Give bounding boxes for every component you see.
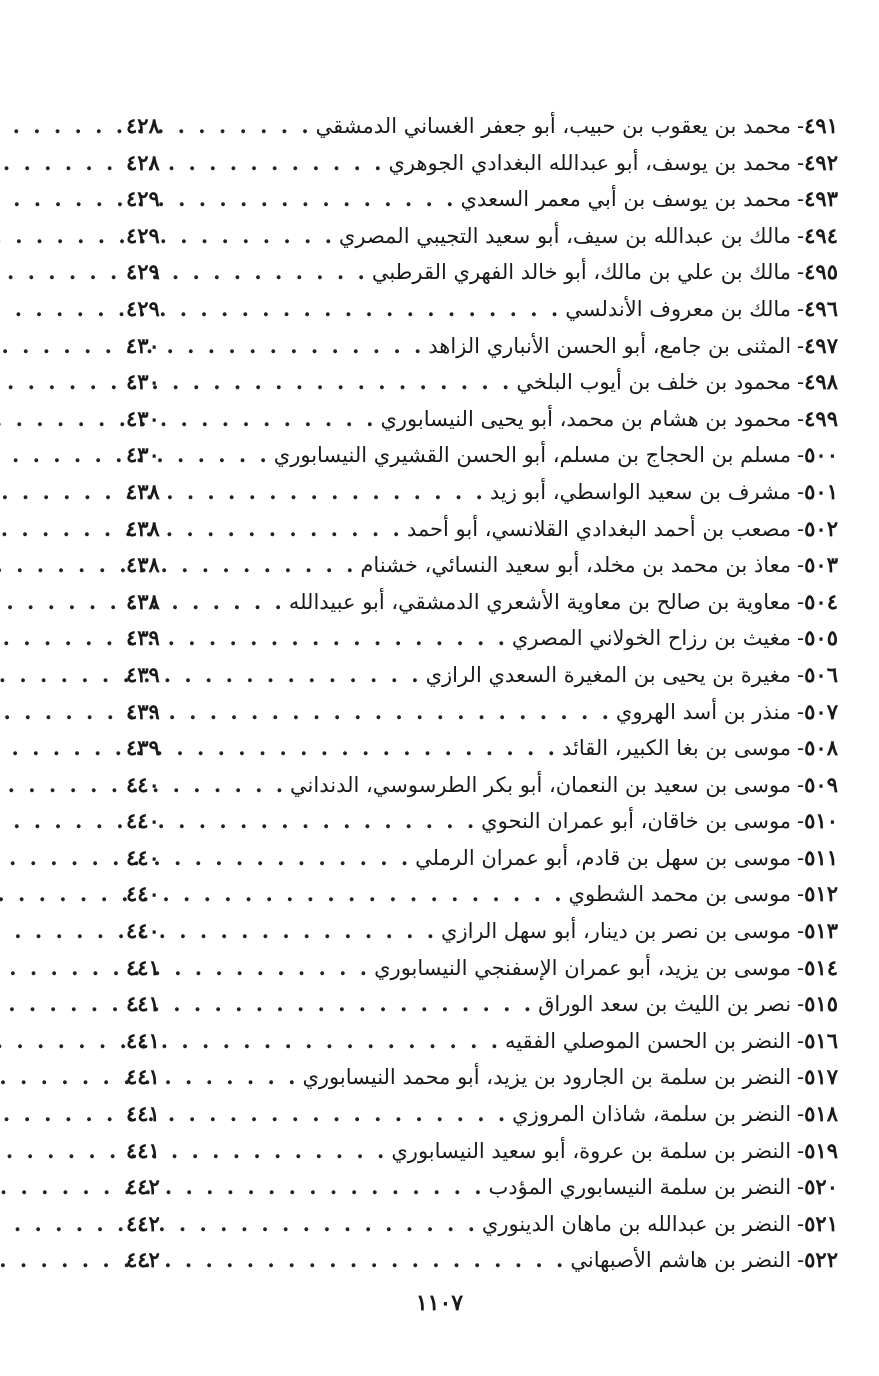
toc-entry xyxy=(126,1169,838,1206)
entry-separator: - xyxy=(797,1175,805,1200)
dot-leader xyxy=(160,1059,303,1096)
dot-leader xyxy=(160,1242,571,1279)
dot-leader xyxy=(160,620,512,657)
entry-page-number: ٤٤١ xyxy=(126,954,160,980)
entry-page-number: ٤٢٩ xyxy=(126,222,160,248)
dot-leader xyxy=(160,1169,489,1206)
entry-page-number: ٤٤٠ xyxy=(126,881,160,907)
entry-number: ٥١٥ xyxy=(804,991,838,1017)
entry-title: مصعب بن أحمد البغدادي القلانسي، أبو أحمد xyxy=(406,516,792,541)
entry-page-number: ٤٣٨ xyxy=(126,515,160,541)
dot-leader xyxy=(160,511,407,548)
entry-page-number: ٤٤٢ xyxy=(126,1210,160,1236)
dot-leader xyxy=(160,694,616,731)
entry-page-number: ٤٣٩ xyxy=(126,661,160,687)
entry-page-number: ٤٣٨ xyxy=(126,552,160,578)
toc-entry xyxy=(126,986,838,1023)
toc-entry xyxy=(126,950,838,987)
entry-title: محمود بن خلف بن أيوب البلخي xyxy=(516,370,792,395)
entry-number: ٥٠٧ xyxy=(804,698,838,724)
entry-page-number: ٤٣٠ xyxy=(126,405,160,431)
entry-separator: - xyxy=(797,553,805,578)
entry-separator: - xyxy=(797,1211,805,1236)
entry-page-number: ٤٤٠ xyxy=(126,771,160,797)
entry-separator: - xyxy=(797,809,805,834)
entry-title: محمد بن يوسف، أبو عبدالله البغدادي الجوهري xyxy=(388,150,792,175)
toc-entry xyxy=(126,876,838,913)
entry-number: ٥٢١ xyxy=(804,1210,838,1236)
entry-separator: - xyxy=(797,1138,805,1163)
entry-title: مسلم بن الحجاج بن مسلم، أبو الحسن القشيري النيسابوري xyxy=(273,443,792,468)
entry-separator: - xyxy=(797,736,805,761)
entry-page-number: ٤٢٩ xyxy=(126,295,160,321)
entry-page-number: ٤٤١ xyxy=(126,1027,160,1053)
toc-entry xyxy=(126,803,838,840)
entry-separator: - xyxy=(797,992,805,1017)
dot-leader xyxy=(160,181,461,218)
entry-title: موسى بن خاقان، أبو عمران النحوي xyxy=(481,809,792,834)
dot-leader xyxy=(160,840,415,877)
entry-title: منذر بن أسد الهروي xyxy=(615,699,792,724)
toc-entry xyxy=(126,254,838,291)
entry-separator: - xyxy=(797,589,805,614)
entry-title: معاوية بن صالح بن معاوية الأشعري الدمشقي، أبو عبيدالله xyxy=(288,589,792,614)
entry-page-number: ٤٣٠ xyxy=(126,332,160,358)
dot-leader xyxy=(160,291,565,328)
toc-entry xyxy=(126,218,838,255)
entry-separator: - xyxy=(797,699,805,724)
entry-page-number: ٤٢٨ xyxy=(126,113,160,138)
dot-leader xyxy=(160,986,538,1023)
entry-page-number: ٤٤٢ xyxy=(126,1174,160,1200)
entry-title: محمود بن هشام بن محمد، أبو يحيى النيسابوري xyxy=(380,406,792,431)
entry-title: النضر بن سلمة النيسابوري المؤدب xyxy=(488,1175,792,1200)
dot-leader xyxy=(160,364,516,401)
dot-leader xyxy=(160,950,374,987)
entry-title: النضر بن عبدالله بن ماهان الدينوري xyxy=(481,1211,792,1236)
entry-page-number: ٤٤١ xyxy=(126,1101,160,1127)
entry-title: موسى بن سعيد بن النعمان، أبو بكر الطرسوسي، الدنداني xyxy=(290,772,792,797)
entry-number: ٥١٧ xyxy=(804,1064,838,1090)
entry-page-number: ٤٣٨ xyxy=(126,588,160,614)
entry-number: ٤٩٦ xyxy=(804,295,838,321)
dot-leader xyxy=(160,401,381,438)
entry-title: مالك بن عبدالله بن سيف، أبو سعيد التجيبي المصري xyxy=(338,223,792,248)
toc-entry xyxy=(126,1133,838,1170)
entry-number: ٥٠٩ xyxy=(804,771,838,797)
toc-entry xyxy=(126,694,838,731)
toc-entry xyxy=(126,1059,838,1096)
entry-number: ٤٩٥ xyxy=(804,259,838,285)
entry-separator: - xyxy=(797,150,805,175)
entry-page-number: ٤٣٩ xyxy=(126,698,160,724)
entry-separator: - xyxy=(797,443,805,468)
entry-number: ٥١٢ xyxy=(804,881,838,907)
dot-leader xyxy=(160,803,481,840)
dot-leader xyxy=(160,584,289,621)
toc-entry xyxy=(126,1096,838,1133)
entry-page-number: ٤٢٩ xyxy=(126,186,160,212)
entry-page-number: ٤٤١ xyxy=(126,991,160,1017)
entry-number: ٥٠٥ xyxy=(804,625,838,651)
entry-separator: - xyxy=(797,296,805,321)
entry-number: ٥٠٦ xyxy=(804,661,838,687)
entry-page-number: ٤٤١ xyxy=(126,1137,160,1163)
entry-separator: - xyxy=(797,260,805,285)
toc-entry xyxy=(126,401,838,438)
entry-separator: - xyxy=(797,919,805,944)
entry-title: النضر بن سلمة، شاذان المروزي xyxy=(512,1102,792,1127)
entry-page-number: ٤٣٩ xyxy=(126,625,160,651)
toc-entry xyxy=(126,328,838,365)
entry-separator: - xyxy=(797,479,805,504)
entry-separator: - xyxy=(797,626,805,651)
entry-page-number: ٤٢٨ xyxy=(126,149,160,175)
entry-title: النضر بن الحسن الموصلي الفقيه xyxy=(505,1028,792,1053)
dot-leader xyxy=(160,437,274,474)
entry-separator: - xyxy=(797,516,805,541)
entry-number: ٥٠١ xyxy=(804,478,838,504)
entry-separator: - xyxy=(797,772,805,797)
entry-page-number: ٤٤١ xyxy=(126,1064,160,1090)
entry-title: موسى بن سهل بن قادم، أبو عمران الرملي xyxy=(415,845,792,870)
entry-number: ٥١٤ xyxy=(804,954,838,980)
dot-leader xyxy=(160,254,372,291)
entry-number: ٤٩٣ xyxy=(804,186,838,212)
entry-separator: - xyxy=(797,114,805,138)
toc-entry xyxy=(126,730,838,767)
entry-number: ٥٠٢ xyxy=(804,515,838,541)
entry-title: نصر بن الليث بن سعد الوراق xyxy=(538,992,792,1017)
entry-title: محمد بن يوسف بن أبي معمر السعدي xyxy=(460,187,792,212)
entry-separator: - xyxy=(797,882,805,907)
dot-leader xyxy=(160,913,441,950)
dot-leader xyxy=(160,1133,392,1170)
entry-title: مغيرة بن يحيى بن المغيرة السعدي الرازي xyxy=(425,662,792,687)
toc-entry xyxy=(126,474,838,511)
entry-separator: - xyxy=(797,845,805,870)
dot-leader xyxy=(160,1096,512,1133)
entry-title: النضر بن سلمة بن عروة، أبو سعيد النيسابوري xyxy=(391,1138,792,1163)
entry-number: ٤٩٨ xyxy=(804,369,838,395)
entry-number: ٤٩٤ xyxy=(804,222,838,248)
entry-number: ٤٩٩ xyxy=(804,405,838,431)
entry-number: ٥١٩ xyxy=(804,1137,838,1163)
entry-number: ٤٩٢ xyxy=(804,149,838,175)
entry-page-number: ٤٤٠ xyxy=(126,808,160,834)
entry-separator: - xyxy=(797,1065,805,1090)
entry-separator: - xyxy=(797,187,805,212)
dot-leader xyxy=(160,730,562,767)
dot-leader xyxy=(160,876,569,913)
toc-entry xyxy=(126,584,838,621)
page-number: ١١٠٧ xyxy=(415,1290,464,1316)
toc-entry xyxy=(126,657,838,694)
entry-number: ٥١٠ xyxy=(804,808,838,834)
toc-entry xyxy=(126,620,838,657)
entry-title: النضر بن هاشم الأصبهاني xyxy=(570,1248,792,1273)
entry-title: مالك بن معروف الأندلسي xyxy=(565,296,792,321)
dot-leader xyxy=(160,474,490,511)
entry-title: النضر بن سلمة بن الجارود بن يزيد، أبو محمد النيسابوري xyxy=(302,1065,792,1090)
dot-leader xyxy=(160,108,316,145)
table-of-contents xyxy=(126,108,838,1279)
entry-number: ٥٢٢ xyxy=(804,1247,838,1273)
toc-entry xyxy=(126,547,838,584)
toc-entry xyxy=(126,913,838,950)
entry-number: ٥٢٠ xyxy=(804,1174,838,1200)
dot-leader xyxy=(160,328,428,365)
entry-number: ٥١٨ xyxy=(804,1101,838,1127)
entry-separator: - xyxy=(797,370,805,395)
entry-separator: - xyxy=(797,662,805,687)
entry-number: ٥٠٨ xyxy=(804,735,838,761)
dot-leader xyxy=(160,547,361,584)
toc-entry xyxy=(126,1206,838,1243)
entry-separator: - xyxy=(797,406,805,431)
dot-leader xyxy=(160,218,339,255)
toc-entry xyxy=(126,840,838,877)
toc-entry xyxy=(126,364,838,401)
entry-number: ٥٠٠ xyxy=(804,442,838,468)
dot-leader xyxy=(160,1206,482,1243)
toc-entry xyxy=(126,511,838,548)
entry-title: مالك بن علي بن مالك، أبو خالد الفهري القرطبي xyxy=(371,260,792,285)
entry-separator: - xyxy=(797,955,805,980)
toc-entry xyxy=(126,437,838,474)
toc-entry xyxy=(126,181,838,218)
toc-entry xyxy=(126,108,838,145)
toc-entry xyxy=(126,1023,838,1060)
entry-separator: - xyxy=(797,223,805,248)
entry-number: ٥١١ xyxy=(804,844,838,870)
entry-title: موسى بن بغا الكبير، القائد xyxy=(561,736,792,761)
entry-title: المثنى بن جامع، أبو الحسن الأنباري الزاهد xyxy=(428,333,792,358)
entry-title: مغيث بن رزاح الخولاني المصري xyxy=(511,626,792,651)
entry-page-number: ٤٣٨ xyxy=(126,478,160,504)
entry-title: موسى بن محمد الشطوي xyxy=(568,882,792,907)
toc-entry xyxy=(126,1242,838,1279)
entry-number: ٥٠٤ xyxy=(804,588,838,614)
entry-page-number: ٤٣٠ xyxy=(126,369,160,395)
toc-entry xyxy=(126,767,838,804)
entry-title: معاذ بن محمد بن مخلد، أبو سعيد النسائي، خشنام xyxy=(360,553,792,578)
dot-leader xyxy=(160,657,426,694)
entry-title: محمد بن يعقوب بن حبيب، أبو جعفر الغساني الدمشقي xyxy=(315,114,792,138)
entry-title: موسى بن يزيد، أبو عمران الإسفنجي النيسابوري xyxy=(374,955,792,980)
entry-page-number: ٤٣٠ xyxy=(126,442,160,468)
entry-page-number: ٤٣٩ xyxy=(126,735,160,761)
entry-number: ٤٩٧ xyxy=(804,332,838,358)
toc-entry xyxy=(126,291,838,328)
entry-page-number: ٤٢٩ xyxy=(126,259,160,285)
entry-separator: - xyxy=(797,333,805,358)
entry-title: مشرف بن سعيد الواسطي، أبو زيد xyxy=(489,479,792,504)
entry-number: ٤٩١ xyxy=(804,113,838,138)
entry-page-number: ٤٤٠ xyxy=(126,918,160,944)
entry-number: ٥٠٣ xyxy=(804,552,838,578)
entry-separator: - xyxy=(797,1028,805,1053)
entry-number: ٥١٣ xyxy=(804,918,838,944)
dot-leader xyxy=(160,767,290,804)
entry-number: ٥١٦ xyxy=(804,1027,838,1053)
toc-entry xyxy=(126,145,838,182)
entry-title: موسى بن نصر بن دينار، أبو سهل الرازي xyxy=(441,919,792,944)
dot-leader xyxy=(160,145,389,182)
entry-page-number: ٤٤٢ xyxy=(126,1247,160,1273)
entry-page-number: ٤٤٠ xyxy=(126,844,160,870)
dot-leader xyxy=(160,1023,505,1060)
entry-separator: - xyxy=(797,1102,805,1127)
entry-separator: - xyxy=(797,1248,805,1273)
